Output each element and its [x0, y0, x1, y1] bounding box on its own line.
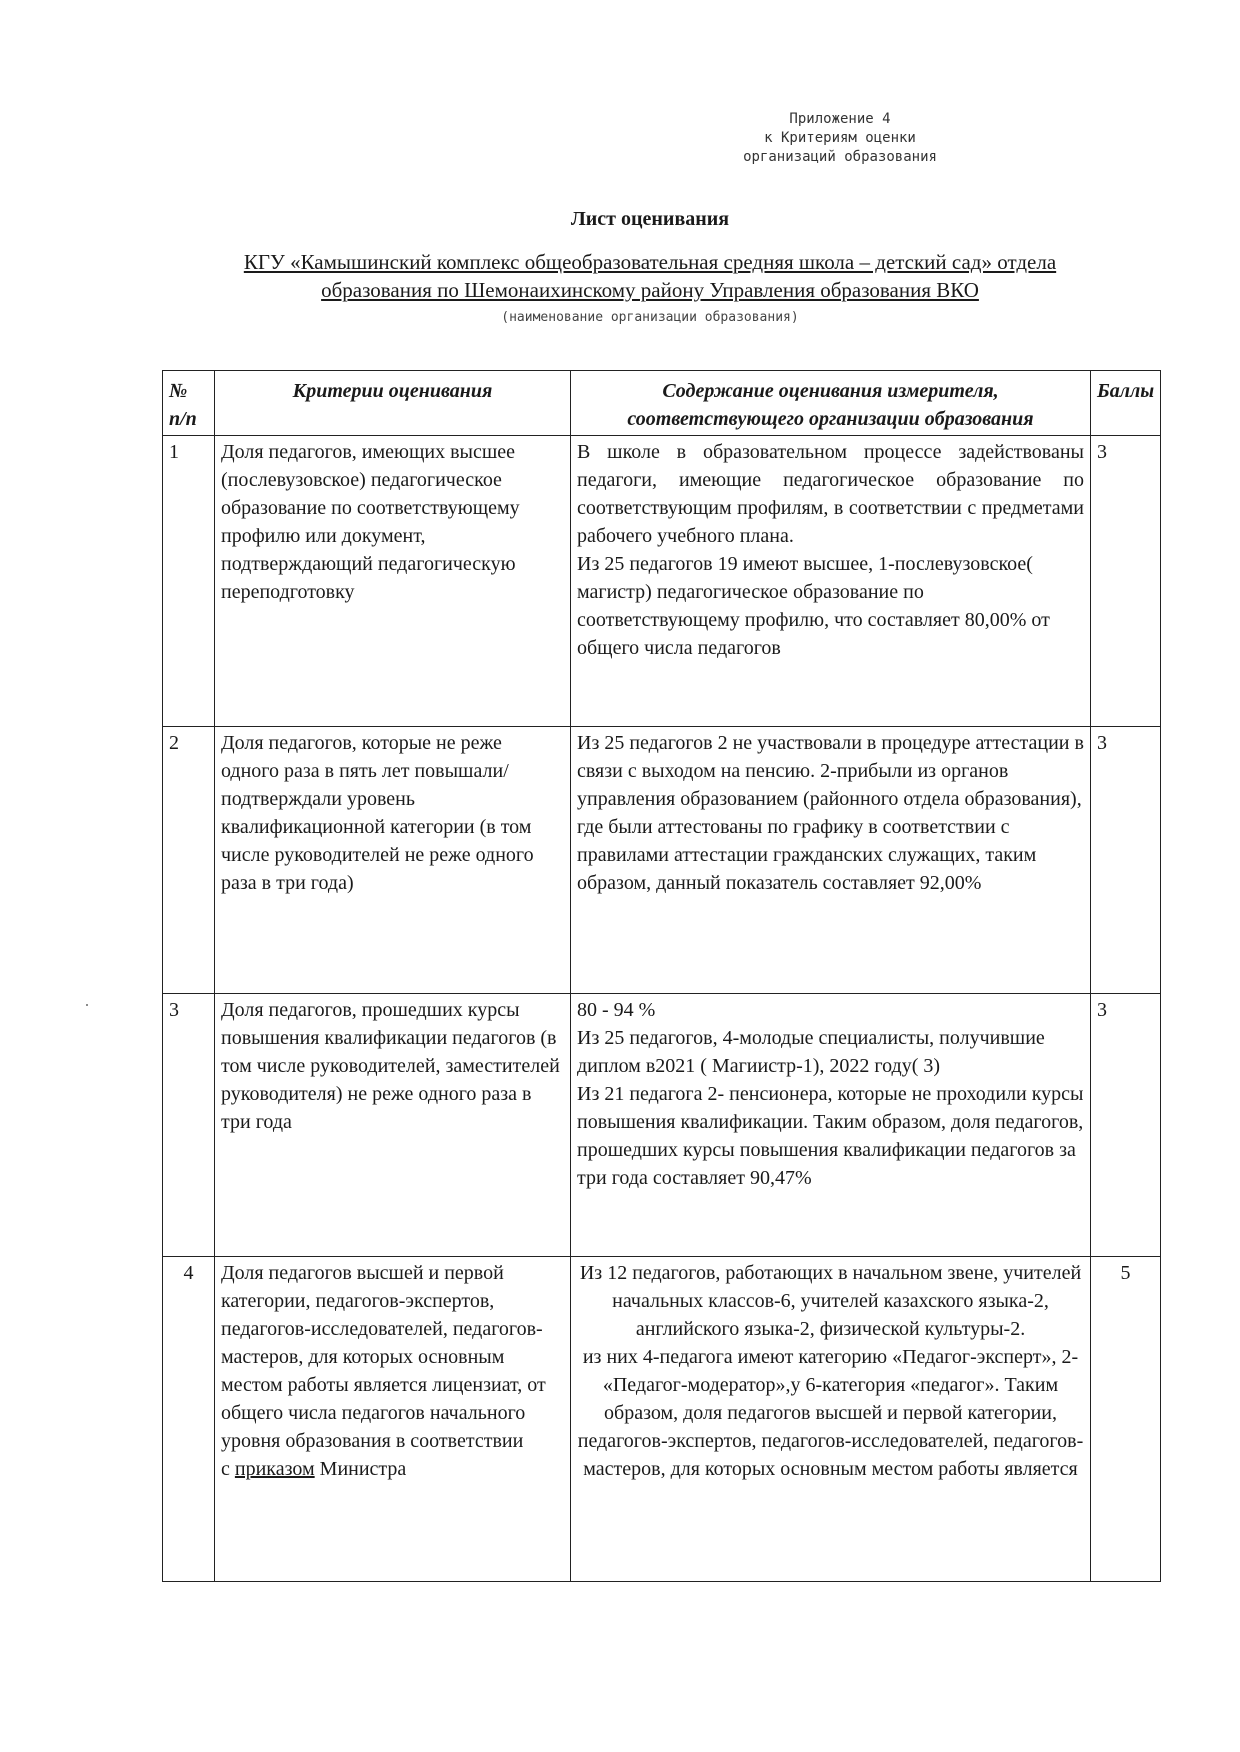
row-content [571, 727, 1091, 994]
row-criteria: Доля педагогов, которые не реже одного раза в пять лет повышали/подтверждали уровень квалификационной категории (в том числе руководителей не реже одного раза в три года) [215, 727, 571, 994]
organization-name [150, 248, 1150, 304]
row-content [571, 436, 1091, 727]
table-row [163, 994, 1161, 1257]
appendix-line-3: организаций образования [743, 149, 937, 165]
criteria-text-tail [221, 1455, 564, 1483]
organization-name-line-2: образования по Шемонаихинскому району Управления образования ВКО [321, 278, 979, 302]
content-paragraph: Из 21 педагога 2- пенсионера, которые не проходили курсы повышения квалификации. Таким образом, доля педагогов, прошедших курсы повышения квалификации педагогов за три года составляет 90,47% [577, 1083, 1084, 1189]
organization-caption: (наименование организации образования) [501, 310, 799, 325]
appendix-line-2: к Критериям оценки [764, 130, 916, 146]
row-number: 4 [163, 1257, 215, 1582]
organization-name-line-1: КГУ «Камышинский комплекс общеобразовательная средняя школа – детский сад» отдела [243, 250, 1057, 274]
appendix-line-1: Приложение 4 [789, 111, 891, 127]
table-row [163, 1257, 1161, 1582]
header-criteria: Критерии оценивания [215, 371, 571, 436]
row-criteria [215, 1257, 571, 1582]
content-paragraph: Из 25 педагогов 2 не участвовали в процедуре аттестации в связи с выходом на пенсию. 2-прибыли из органов управления образованием (районного отдела образования), где были аттестованы по графику в соответствии с правилами аттестации гражданских служащих, таким образом, данный показатель составляет 92,00% [577, 732, 1084, 894]
criteria-text: Доля педагогов высшей и первой категории, педагогов-экспертов, педагогов-исследователей, педагогов-мастеров, для которых основным местом работы является лицензиат, от общего числа педагогов начального уровня образования в соответствии [221, 1262, 546, 1452]
header-content [571, 371, 1091, 436]
header-content-line-1: Содержание оценивания измерителя, [662, 380, 999, 402]
row-content [571, 994, 1091, 1257]
header-number [163, 371, 215, 436]
table-header-row [163, 371, 1161, 436]
table-row [163, 727, 1161, 994]
row-content [571, 1257, 1091, 1582]
content-paragraph: Из 12 педагогов, работающих в начальном звене, учителей начальных классов-6, учителей казахского языка-2, английского языка-2, физической культуры-2. [579, 1262, 1082, 1340]
row-score: 5 [1091, 1257, 1161, 1582]
row-number: 2 [163, 727, 215, 994]
criteria-suffix: Министра [314, 1458, 407, 1480]
header-score: Баллы [1091, 371, 1161, 436]
row-criteria: Доля педагогов, имеющих высшее (послевузовское) педагогическое образование по соответствующему профилю или документ, подтверждающий педагогическую переподготовку [215, 436, 571, 727]
appendix-note [560, 110, 1120, 167]
sheet-title: Лист оценивания [570, 208, 730, 230]
content-paragraph: Из 25 педагогов, 4-молодые специалисты, получившие диплом в2021 ( Магиистр-1), 2022 году( 3) [577, 1027, 1045, 1077]
table-row [163, 436, 1161, 727]
row-number: 3 [163, 994, 215, 1257]
content-paragraph: Из 25 педагогов 19 имеют высшее, 1-послевузовское( магистр) педагогическое образование по соответствующему профилю, что составляет 80,00% от общего числа педагогов [577, 553, 1050, 659]
header-content-line-2: соответствующего организации образования [627, 408, 1034, 430]
row-number: 1 [163, 436, 215, 727]
row-score: 3 [1091, 727, 1161, 994]
row-score: 3 [1091, 436, 1161, 727]
header-number-line-2: п/п [169, 408, 197, 430]
evaluation-table [162, 370, 1161, 1582]
criteria-prefix: с [221, 1458, 235, 1480]
order-link: приказом [234, 1458, 315, 1480]
row-score: 3 [1091, 994, 1161, 1257]
content-paragraph: 80 - 94 % [577, 999, 656, 1021]
scan-speck [86, 1004, 88, 1006]
content-paragraph: из них 4-педагога имеют категорию «Педагог-эксперт», 2- «Педагог-модератор»,у 6-категория «педагог». Таким образом, доля педагогов высшей и первой категории, педагогов-экспертов, педагогов-исследователей, педагогов-мастеров, для которых основным местом работы является [577, 1346, 1084, 1480]
content-paragraph: В школе в образовательном процессе задействованы педагоги, имеющие педагогическое образование по соответствующим профилям, в соответствии с предметами рабочего учебного плана. [577, 441, 1084, 547]
row-criteria: Доля педагогов, прошедших курсы повышения квалификации педагогов (в том числе руководителей, заместителей руководителя) не реже одного раза в три года [215, 994, 571, 1257]
header-number-line-1: № [169, 380, 188, 402]
